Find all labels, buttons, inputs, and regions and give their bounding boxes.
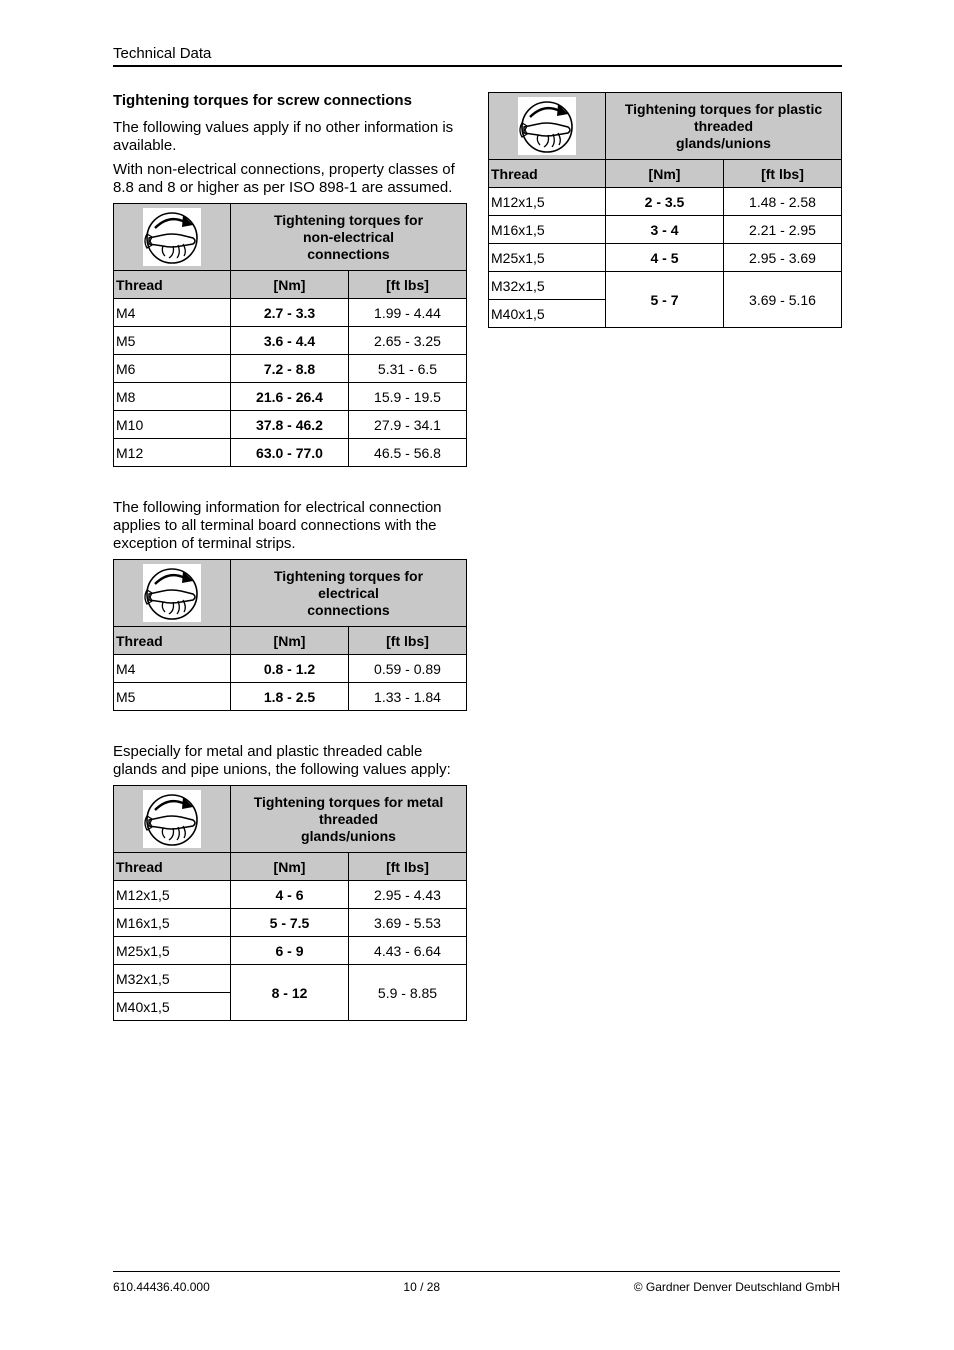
- table-row: [114, 383, 467, 411]
- cell-thread: M8: [114, 383, 231, 411]
- cell-ft: 3.69 - 5.53: [349, 909, 467, 937]
- wrench-torque-icon: [143, 208, 201, 266]
- cell-thread: M4: [114, 299, 231, 327]
- icon-cell: [489, 93, 606, 160]
- left-column: [113, 92, 466, 1021]
- cell-ft: 46.5 - 56.8: [349, 439, 467, 467]
- page-header: [113, 45, 842, 67]
- table-row: [489, 188, 842, 216]
- cell-nm: 4 - 5: [606, 244, 724, 272]
- cell-ft-merged: 5.9 - 8.85: [349, 965, 467, 1021]
- table-nonelectrical: [113, 203, 467, 467]
- cell-thread: M12x1,5: [489, 188, 606, 216]
- icon-cell: [114, 560, 231, 627]
- table-row: [489, 272, 842, 300]
- column-header-nm: [Nm]: [231, 853, 349, 881]
- cell-nm-merged: 8 - 12: [231, 965, 349, 1021]
- table-title-line: glands/unions: [676, 134, 771, 151]
- cell-thread: M10: [114, 411, 231, 439]
- cell-nm: 5 - 7.5: [231, 909, 349, 937]
- cell-nm: 2 - 3.5: [606, 188, 724, 216]
- cell-thread: M40x1,5: [489, 300, 606, 328]
- table-title-line: glands/unions: [301, 827, 396, 844]
- table-row: [114, 355, 467, 383]
- table-row: [489, 216, 842, 244]
- cell-thread: M12x1,5: [114, 881, 231, 909]
- table-title-line: Tightening torques for plastic: [624, 100, 823, 117]
- column-header-thread: Thread: [114, 271, 231, 299]
- column-header-ft: [ft lbs]: [724, 160, 842, 188]
- table-header-row: [114, 627, 467, 655]
- cell-ft: 15.9 - 19.5: [349, 383, 467, 411]
- table-row: [114, 937, 467, 965]
- cell-thread: M16x1,5: [489, 216, 606, 244]
- table-title-row: [114, 204, 467, 271]
- header-title: Technical Data: [113, 45, 212, 62]
- footer-page-number: 10 / 28: [403, 1280, 441, 1294]
- cell-ft: 2.95 - 3.69: [724, 244, 842, 272]
- cell-ft-merged: 3.69 - 5.16: [724, 272, 842, 328]
- cell-thread: M6: [114, 355, 231, 383]
- cell-thread: M32x1,5: [114, 965, 231, 993]
- cell-nm: 7.2 - 8.8: [231, 355, 349, 383]
- icon-cell: [114, 786, 231, 853]
- table-title: [606, 93, 842, 160]
- table-title-line: connections: [307, 245, 390, 262]
- table-title-row: [489, 93, 842, 160]
- table-title-line: Tightening torques for: [273, 567, 424, 584]
- cell-nm: 0.8 - 1.2: [231, 655, 349, 683]
- icon-cell: [114, 204, 231, 271]
- table-row: [114, 881, 467, 909]
- right-column: [488, 92, 841, 328]
- table-metal-glands: [113, 785, 467, 1021]
- cell-thread: M40x1,5: [114, 993, 231, 1021]
- page-footer: [113, 1271, 840, 1294]
- table-title-line: non-electrical: [302, 228, 395, 245]
- table-row: [114, 655, 467, 683]
- wrench-torque-icon: [518, 97, 576, 155]
- cell-thread: M32x1,5: [489, 272, 606, 300]
- table-row: [489, 244, 842, 272]
- cell-nm-merged: 5 - 7: [606, 272, 724, 328]
- section-heading: Tightening torques for screw connections: [113, 92, 412, 109]
- cell-thread: M16x1,5: [114, 909, 231, 937]
- cell-ft: 0.59 - 0.89: [349, 655, 467, 683]
- paragraph-general: The following values apply if no other information is available.: [113, 119, 454, 154]
- table-row: [114, 299, 467, 327]
- wrench-torque-icon: [143, 564, 201, 622]
- table-title-line: connections: [307, 601, 390, 618]
- cell-ft: 2.65 - 3.25: [349, 327, 467, 355]
- cell-ft: 1.33 - 1.84: [349, 683, 467, 711]
- paragraph-electrical: The following information for electrical connection applies to all terminal board connections with the exception of terminal strips.: [113, 499, 442, 552]
- cell-nm: 63.0 - 77.0: [231, 439, 349, 467]
- cell-thread: M25x1,5: [489, 244, 606, 272]
- cell-nm: 2.7 - 3.3: [231, 299, 349, 327]
- cell-ft: 27.9 - 34.1: [349, 411, 467, 439]
- table-title: [231, 560, 467, 627]
- table-title-row: [114, 560, 467, 627]
- cell-ft: 1.48 - 2.58: [724, 188, 842, 216]
- table-row: [114, 965, 467, 993]
- table-plastic-glands: [488, 92, 842, 328]
- table-row: [114, 909, 467, 937]
- column-header-thread: Thread: [489, 160, 606, 188]
- column-header-nm: [Nm]: [606, 160, 724, 188]
- table-header-row: [114, 271, 467, 299]
- cell-nm: 3 - 4: [606, 216, 724, 244]
- table-row: [114, 327, 467, 355]
- paragraph-glands: Especially for metal and plastic threaded cable glands and pipe unions, the following values apply:: [113, 743, 451, 778]
- column-header-nm: [Nm]: [231, 271, 349, 299]
- table-title: [231, 204, 467, 271]
- table-header-row: [114, 853, 467, 881]
- paragraph-nonelectrical: With non-electrical connections, property classes of 8.8 and 8 or higher as per ISO 898-1 are assumed.: [113, 161, 455, 196]
- column-header-thread: Thread: [114, 627, 231, 655]
- column-header-thread: Thread: [114, 853, 231, 881]
- cell-thread: M12: [114, 439, 231, 467]
- footer-copyright: © Gardner Denver Deutschland GmbH: [633, 1280, 840, 1294]
- cell-thread: M5: [114, 683, 231, 711]
- table-title-row: [114, 786, 467, 853]
- cell-thread: M4: [114, 655, 231, 683]
- cell-ft: 2.21 - 2.95: [724, 216, 842, 244]
- column-header-ft: [ft lbs]: [349, 627, 467, 655]
- table-electrical: [113, 559, 467, 711]
- cell-nm: 6 - 9: [231, 937, 349, 965]
- cell-ft: 1.99 - 4.44: [349, 299, 467, 327]
- table-title-line: electrical: [318, 584, 379, 601]
- table-title-line: Tightening torques for metal: [253, 793, 444, 810]
- column-header-ft: [ft lbs]: [349, 271, 467, 299]
- footer-doc-number: 610.44436.40.000: [113, 1280, 210, 1294]
- cell-thread: M5: [114, 327, 231, 355]
- table-row: [114, 683, 467, 711]
- column-header-ft: [ft lbs]: [349, 853, 467, 881]
- cell-nm: 37.8 - 46.2: [231, 411, 349, 439]
- table-title-line: Tightening torques for: [273, 211, 424, 228]
- cell-ft: 2.95 - 4.43: [349, 881, 467, 909]
- wrench-torque-icon: [143, 790, 201, 848]
- table-title-line: threaded: [318, 810, 379, 827]
- table-row: [114, 411, 467, 439]
- cell-nm: 3.6 - 4.4: [231, 327, 349, 355]
- cell-thread: M25x1,5: [114, 937, 231, 965]
- table-header-row: [489, 160, 842, 188]
- column-header-nm: [Nm]: [231, 627, 349, 655]
- cell-ft: 4.43 - 6.64: [349, 937, 467, 965]
- table-title: [231, 786, 467, 853]
- table-title-line: threaded: [693, 117, 754, 134]
- cell-nm: 21.6 - 26.4: [231, 383, 349, 411]
- table-row: [114, 439, 467, 467]
- cell-nm: 4 - 6: [231, 881, 349, 909]
- cell-nm: 1.8 - 2.5: [231, 683, 349, 711]
- cell-ft: 5.31 - 6.5: [349, 355, 467, 383]
